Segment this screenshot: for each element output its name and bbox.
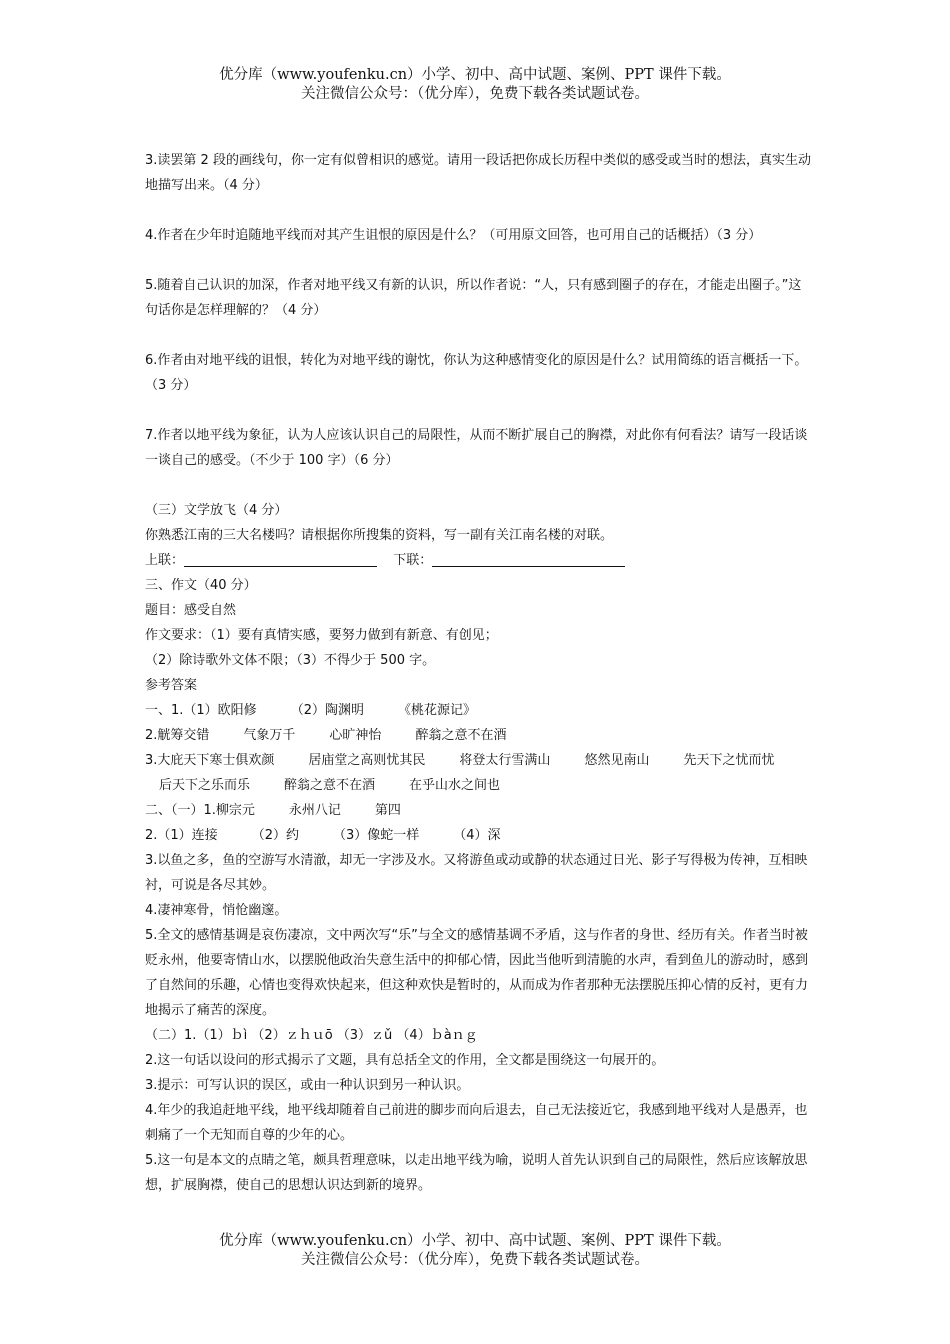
answer-text: （3）像蛇一样 xyxy=(332,828,420,843)
question-4: 4.作者在少年时追随地平线而对其产生诅恨的原因是什么？（可用原文回答，也可用自己的话概括）（3 分） xyxy=(145,228,762,243)
lower-couplet-label: 下联： xyxy=(393,553,433,568)
page-header xyxy=(0,66,950,104)
answer-text: 永州八记 xyxy=(288,803,341,818)
answer-2-5: 5.全文的感情基调是哀伤凄凉，文中两次写“乐”与全文的感情基调不矛盾，这与作者的身世、经历有关。作者当时被贬永州，他要寄情山水，以摆脱他政治失意生活中的抑郁心情，因此当他听到清脆的水声，看到鱼儿的游动时，感到了自然间的乐趣，心情也变得欢快起来，但这种欢快是暂时的，从而成为作者那种无法摆脱压抑心情的反衬，更有力地揭示了痛苦的深度。 xyxy=(145,928,809,1018)
page-footer xyxy=(0,1232,950,1270)
answer-text: 居庙堂之高则忧其民 xyxy=(308,753,426,768)
answer-text: 2.（1）连接 xyxy=(145,828,218,843)
answer-text: 3.大庇天下寒士俱欢颜 xyxy=(145,753,275,768)
answer-text: 2.觥筹交错 xyxy=(145,728,210,743)
answer-text: 心旷神怡 xyxy=(329,728,382,743)
answer-3-4: 4.年少的我追赶地平线，地平线却随着自己前进的脚步而向后退去，自己无法接近它，我感到地平线对人是愚弄，也刺痛了一个无知而自尊的少年的心。 xyxy=(145,1103,808,1143)
answer-1-3-line-2 xyxy=(145,773,813,798)
answer-text: （2）约 xyxy=(251,828,299,843)
couplet-row xyxy=(145,548,813,573)
composition-requirement-2: （2）除诗歌外文体不限；（3）不得少于 500 字。 xyxy=(145,653,436,668)
answer-text: （2）陶渊明 xyxy=(290,703,364,718)
answer-2-3: 3.以鱼之多，鱼的空游写水清澈，却无一字涉及水。又将游鱼或动或静的状态通过日光、影子写得极为传神，互相映衬，可说是各尽其妙。 xyxy=(145,853,808,893)
answer-text: 二、（一）1.柳宗元 xyxy=(145,803,255,818)
composition-requirement-1: 作文要求：（1）要有真情实感，要努力做到有新意、有创见； xyxy=(145,628,498,643)
upper-couplet-blank xyxy=(184,552,377,567)
answer-1-1 xyxy=(145,698,813,723)
answer-text: 将登太行雪满山 xyxy=(459,753,551,768)
question-6: 6.作者由对地平线的诅恨，转化为对地平线的谢忱，你认为这种感情变化的原因是什么？试用简练的语言概括一下。（3 分） xyxy=(145,353,808,393)
answer-2-4: 4.凄神寒骨，悄怆幽邃。 xyxy=(145,903,288,918)
answer-text: 先天下之忧而忧 xyxy=(683,753,775,768)
literature-title: （三）文学放飞（4 分） xyxy=(145,503,288,518)
answer-text: 气象万千 xyxy=(243,728,296,743)
answer-text: 在乎山水之间也 xyxy=(409,778,501,793)
composition-title: 三、作文（40 分） xyxy=(145,578,257,593)
question-7: 7.作者以地平线为象征，认为人应该认识自己的局限性，从而不断扩展自己的胸襟，对此你有何看法？请写一段话谈一谈自己的感受。（不少于 100 字）（6 分） xyxy=(145,428,808,468)
literature-prompt: 你熟悉江南的三大名楼吗？请根据你所搜集的资料，写一副有关江南名楼的对联。 xyxy=(145,528,614,543)
question-3: 3.读罢第 2 段的画线句，你一定有似曾相识的感觉。请用一段话把你成长历程中类似的感受或当时的想法，真实生动地描写出来。（4 分） xyxy=(145,153,811,193)
answer-3-5: 5.这一句是本文的点睛之笔，颇具哲理意味，以走出地平线为喻，说明人首先认识到自己的局限性，然后应该解放思想，扩展胸襟，使自己的思想认识达到新的境界。 xyxy=(145,1153,808,1193)
answer-text: 《桃花源记》 xyxy=(397,703,476,718)
answer-3-2: 2.这一句话以设问的形式揭示了文题，具有总括全文的作用，全文都是围绕这一句展开的。 xyxy=(145,1053,665,1068)
question-5: 5.随着自己认识的加深，作者对地平线又有新的认识，所以作者说：“人，只有感到圈子的存在，才能走出圈子。”这句话你是怎样理解的？（4 分） xyxy=(145,278,802,318)
answer-text: （4）深 xyxy=(453,828,501,843)
answer-text: 第四 xyxy=(374,803,401,818)
answer-text: 悠然见南山 xyxy=(584,753,650,768)
header-line-2: 关注微信公众号：（优分库），免费下载各类试题试卷。 xyxy=(301,86,649,102)
answer-3-3: 3.提示：可写认识的误区，或由一种认识到另一种认识。 xyxy=(145,1078,470,1093)
answer-text: 一、1.（1）欧阳修 xyxy=(145,703,257,718)
answer-2-1 xyxy=(145,798,813,823)
composition-topic: 题目：感受自然 xyxy=(145,603,237,618)
answers-title: 参考答案 xyxy=(145,678,198,693)
answer-text: 后天下之乐而乐 xyxy=(159,778,251,793)
upper-couplet-label: 上联： xyxy=(145,553,185,568)
answer-1-3-line-1 xyxy=(145,748,813,773)
footer-line-1: 优分库（www.youfenku.cn）小学、初中、高中试题、案例、PPT 课件下载。 xyxy=(219,1233,731,1249)
answer-text: 醉翁之意不在酒 xyxy=(284,778,376,793)
footer-line-2: 关注微信公众号：（优分库），免费下载各类试题试卷。 xyxy=(301,1252,649,1268)
document-body xyxy=(145,148,813,1198)
header-line-1: 优分库（www.youfenku.cn）小学、初中、高中试题、案例、PPT 课件下载。 xyxy=(219,67,731,83)
answer-3-1: （二）1.（1）ｂì （2）ｚｈｕō （3）ｚǔ （4）ｂàｎｇ xyxy=(145,1028,478,1043)
lower-couplet-blank xyxy=(432,552,625,567)
answer-2-2 xyxy=(145,823,813,848)
answer-text: 醉翁之意不在酒 xyxy=(415,728,507,743)
answer-1-2 xyxy=(145,723,813,748)
